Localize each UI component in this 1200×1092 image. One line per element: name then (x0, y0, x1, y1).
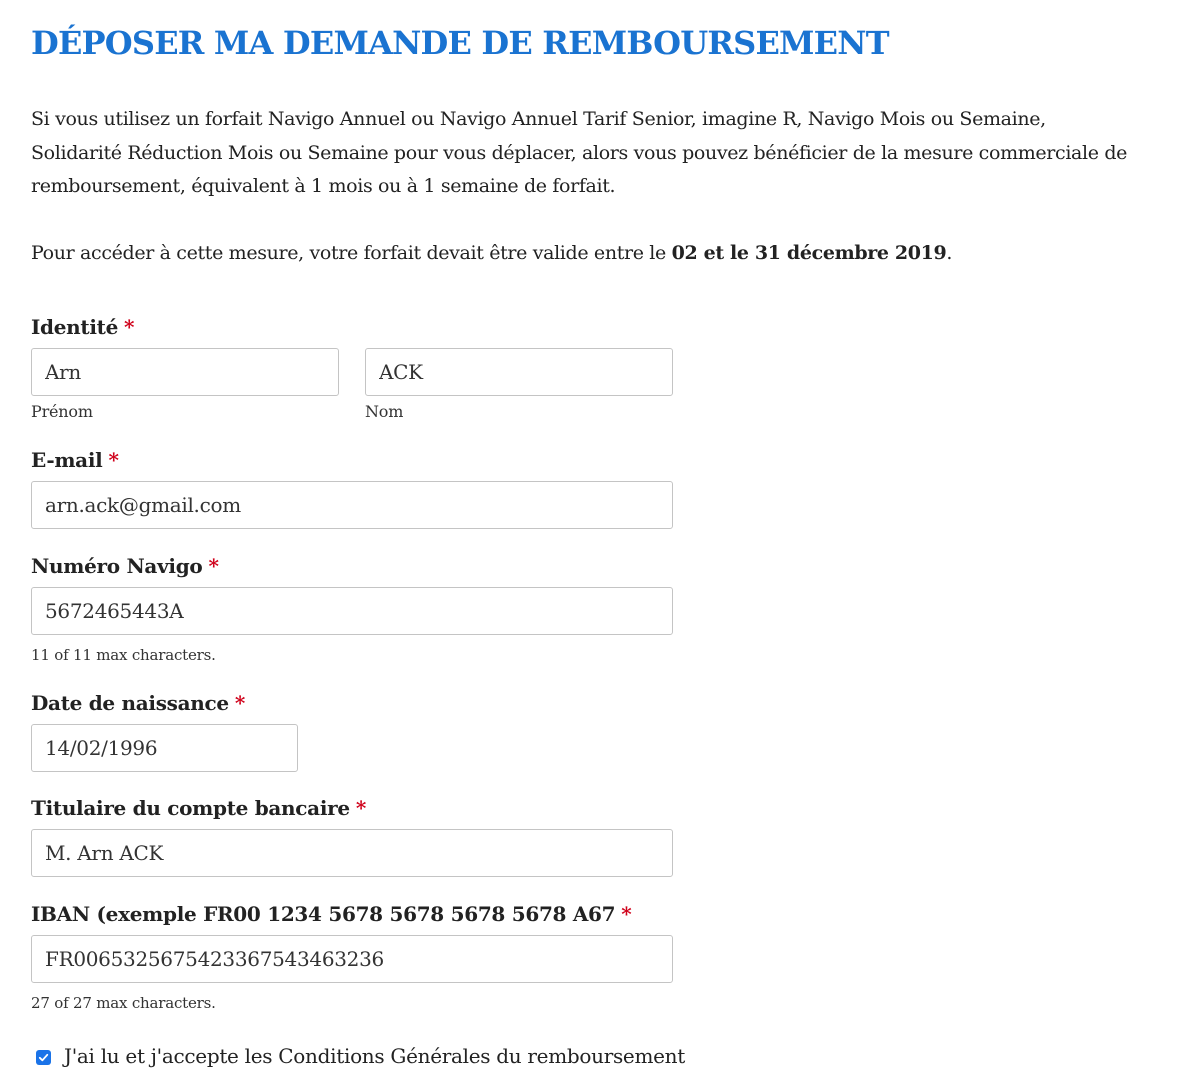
iban-input[interactable] (31, 935, 673, 983)
validity-paragraph (31, 237, 952, 270)
email-label-text: E-mail (31, 448, 103, 472)
terms-row[interactable] (36, 1044, 685, 1068)
required-marker: * (208, 554, 219, 578)
account-holder-input[interactable] (31, 829, 673, 877)
birthdate-label-text: Date de naissance (31, 691, 229, 715)
validity-suffix: . (946, 242, 953, 264)
terms-checkbox[interactable] (36, 1050, 51, 1065)
identity-label (31, 315, 134, 339)
account-holder-label-text: Titulaire du compte bancaire (31, 796, 350, 820)
required-marker: * (355, 796, 366, 820)
required-marker: * (234, 691, 245, 715)
validity-dates: 02 et le 31 décembre 2019 (671, 242, 947, 264)
required-marker: * (124, 315, 135, 339)
iban-label (31, 902, 631, 926)
required-marker: * (108, 448, 119, 472)
last-name-input[interactable] (365, 348, 673, 396)
terms-label[interactable]: J'ai lu et j'accepte les Conditions Générales du remboursement (64, 1044, 685, 1068)
navigo-label-text: Numéro Navigo (31, 554, 203, 578)
email-field[interactable] (31, 481, 673, 529)
navigo-char-counter: 11 of 11 max characters. (31, 646, 216, 664)
iban-char-counter: 27 of 27 max characters. (31, 994, 216, 1012)
birthdate-input[interactable] (31, 724, 298, 772)
last-name-sublabel: Nom (365, 402, 404, 421)
account-holder-label (31, 796, 366, 820)
birthdate-label (31, 691, 245, 715)
required-marker: * (621, 902, 632, 926)
navigo-number-input[interactable] (31, 587, 673, 635)
first-name-sublabel: Prénom (31, 402, 93, 421)
check-icon (38, 1052, 49, 1063)
identity-label-text: Identité (31, 315, 119, 339)
validity-prefix: Pour accéder à cette mesure, votre forfait devait être valide entre le (31, 242, 672, 264)
intro-paragraph: Si vous utilisez un forfait Navigo Annuel ou Navigo Annuel Tarif Senior, imagine R, Navigo Mois ou Semaine, Solidarité Réduction Mois ou Semaine pour vous déplacer, alors vous pouvez bénéficier de la mesure commerciale de remboursement, équivalent à 1 mois ou à 1 semaine de forfait. (31, 108, 1128, 197)
page-title: DÉPOSER MA DEMANDE DE REMBOURSEMENT (31, 24, 889, 62)
navigo-label (31, 554, 219, 578)
email-label (31, 448, 119, 472)
first-name-input[interactable] (31, 348, 339, 396)
iban-label-text: IBAN (exemple FR00 1234 5678 5678 5678 5678 A67 (31, 902, 616, 926)
